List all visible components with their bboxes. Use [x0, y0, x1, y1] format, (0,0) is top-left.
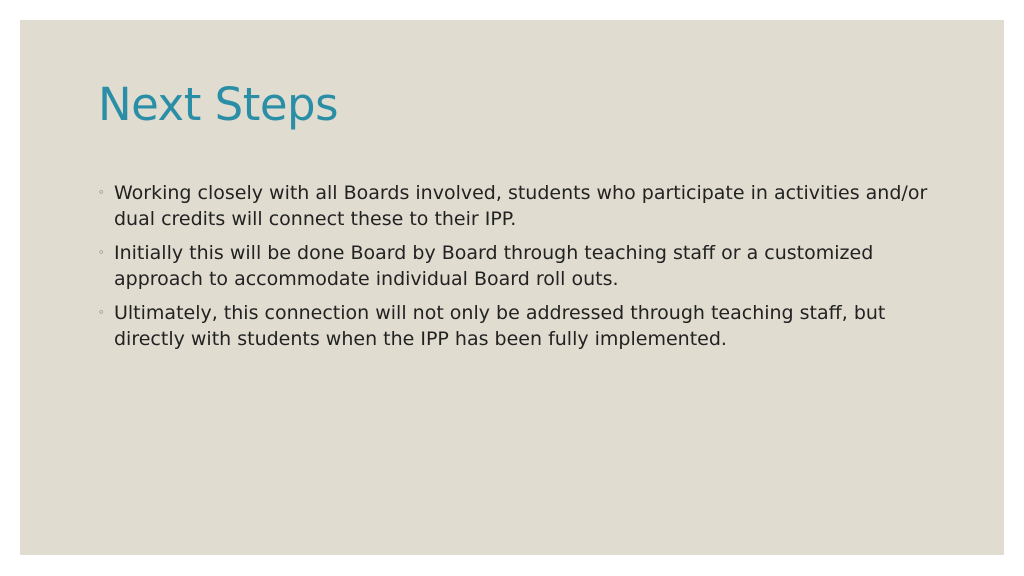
bullet-marker-icon: ◦	[98, 186, 105, 199]
bullet-marker-icon: ◦	[98, 246, 105, 259]
bullet-text: Initially this will be done Board by Board through teaching staff or a customized approach to accommodate individual Board roll outs.	[114, 242, 874, 290]
bullet-text: Ultimately, this connection will not only be addressed through teaching staff, but directly with students when the IPP has been fully implemented.	[114, 302, 886, 350]
bullet-item	[98, 180, 958, 232]
bullet-list	[98, 180, 958, 360]
bullet-marker-icon: ◦	[98, 306, 105, 319]
slide-title: Next Steps	[98, 78, 339, 131]
bullet-item	[98, 240, 958, 292]
bullet-item	[98, 300, 958, 352]
slide	[20, 20, 1004, 555]
bullet-text: Working closely with all Boards involved, students who participate in activities and/or dual credits will connect these to their IPP.	[114, 182, 928, 230]
